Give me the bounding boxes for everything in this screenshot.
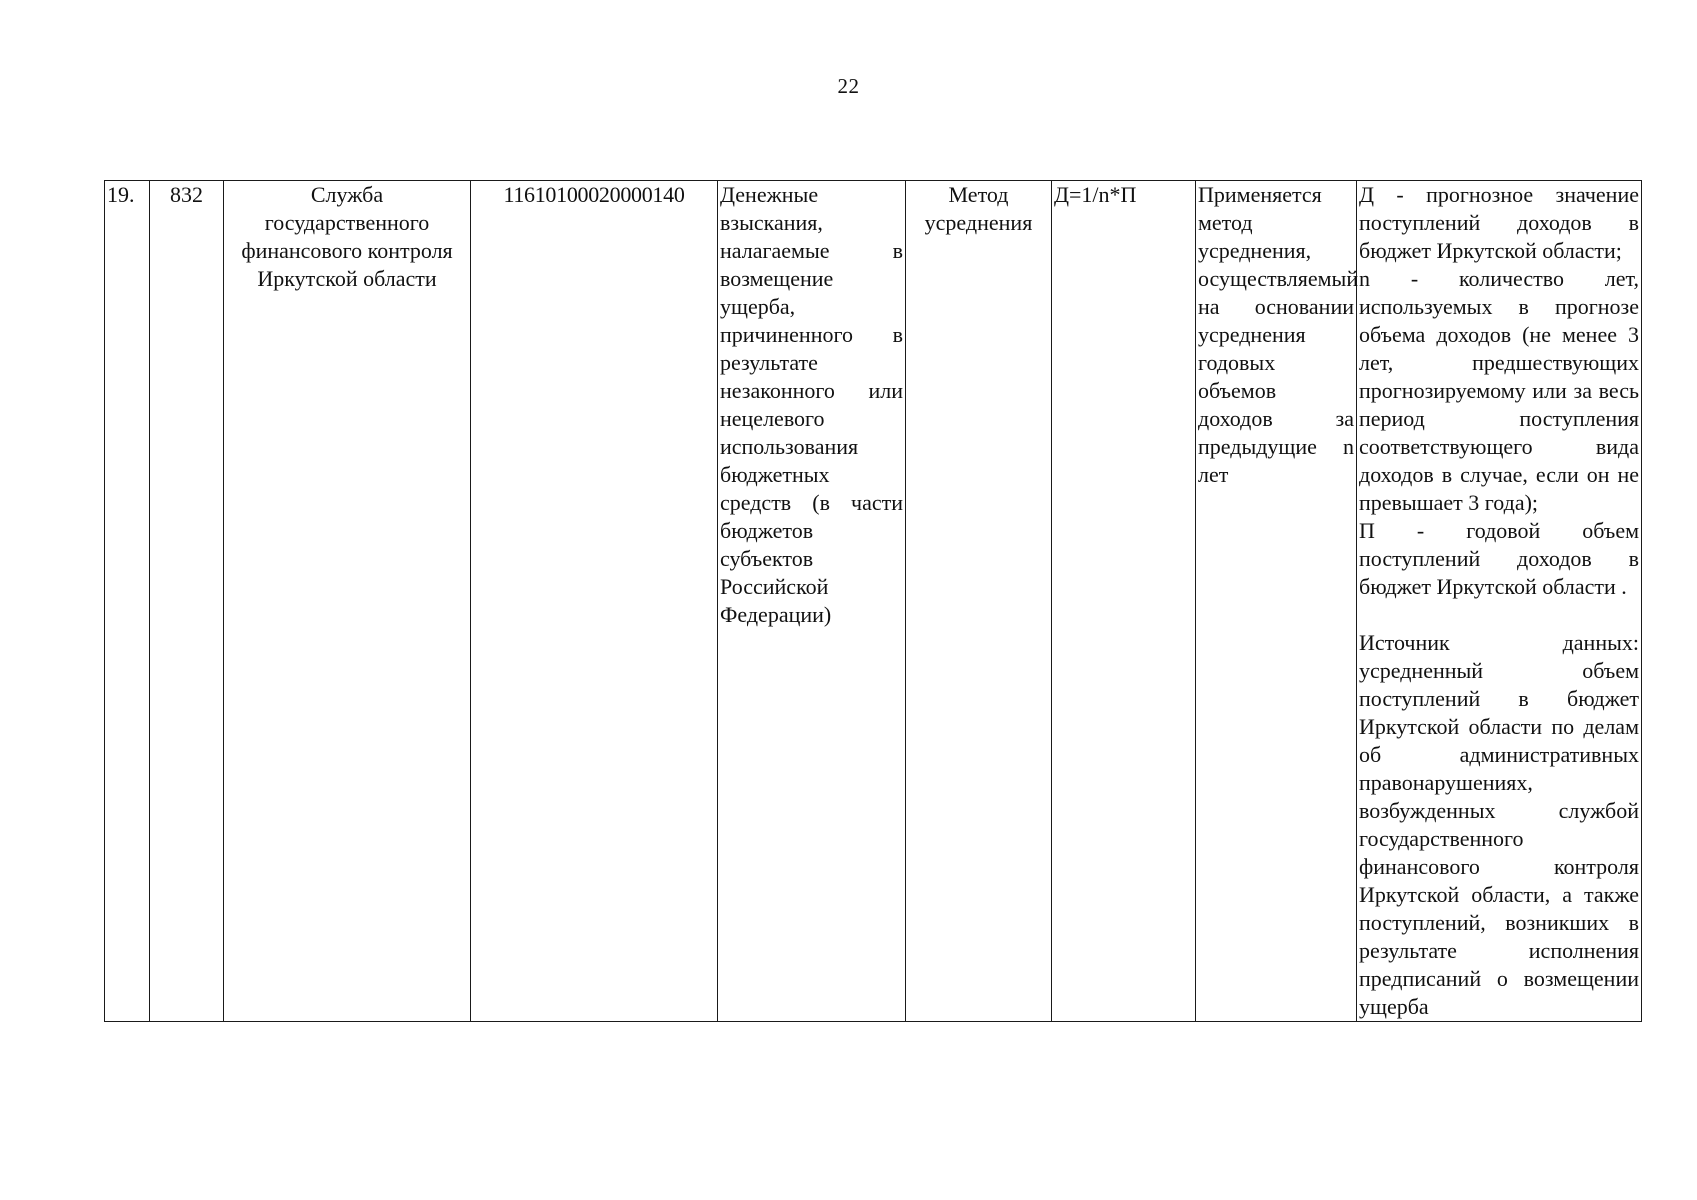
- formula-description-cell: [1357, 181, 1642, 1022]
- organization-cell: Служба государственного финансового контроля Иркутской области: [224, 181, 471, 1022]
- method-cell: Метод усреднения: [906, 181, 1052, 1022]
- revenue-forecast-table: [104, 180, 1642, 1022]
- formula-description-p: П - годовой объем поступлений доходов в бюджет Иркутской области .: [1359, 518, 1639, 599]
- kbk-code-cell: 11610100020000140: [471, 181, 718, 1022]
- page-number: 22: [837, 74, 860, 98]
- formula-cell: Д=1/n*П: [1052, 181, 1196, 1022]
- method-description-cell: Применяется метод усреднения, осуществляемый на основании усреднения годовых объемов доходов за предыдущие n лет: [1196, 181, 1357, 1022]
- revenue-name-cell: Денежные взыскания, налагаемые в возмещение ущерба, причиненного в результате незаконного или нецелевого использования бюджетных средств (в части бюджетов субъектов Российской Федерации): [718, 181, 906, 1022]
- row-number-cell: 19.: [105, 181, 150, 1022]
- table-row: [105, 181, 1642, 1022]
- paragraph-spacer: [1359, 601, 1639, 629]
- data-source-text: Источник данных: усредненный объем поступлений в бюджет Иркутской области по делам об административных правонарушениях, возбужденных службой государственного финансового контроля Иркутской области, а также поступлений, возникших в результате исполнения предписаний о возмещении ущерба: [1359, 630, 1639, 1019]
- admin-code-cell: 832: [150, 181, 224, 1022]
- formula-description-d: Д - прогнозное значение поступлений доходов в бюджет Иркутской области;: [1359, 182, 1639, 263]
- formula-description-n: n - количество лет, используемых в прогнозе объема доходов (не менее 3 лет, предшествующих прогнозируемому или за весь период поступления соответствующего вида доходов в случае, если он не превышает 3 года);: [1359, 266, 1639, 515]
